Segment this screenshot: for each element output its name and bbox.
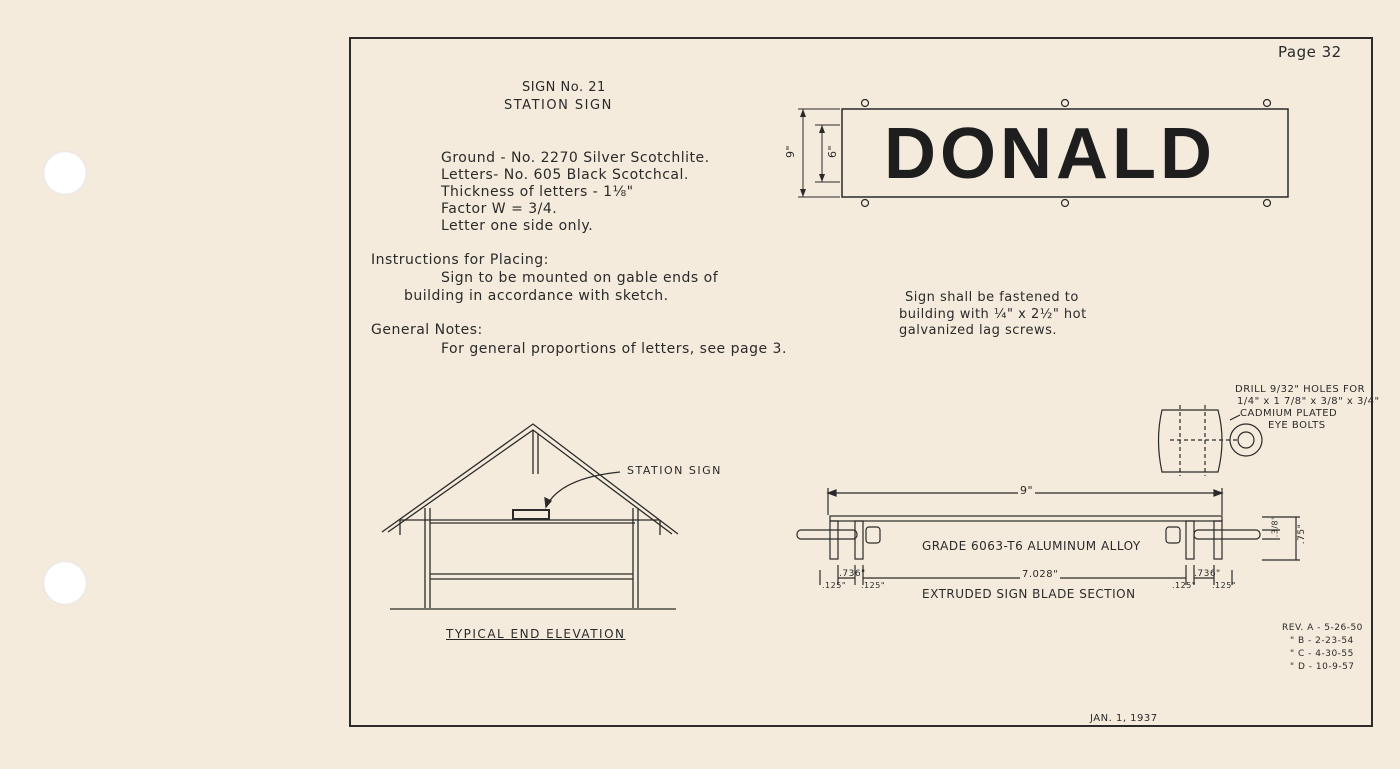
sign-lettering: DONALD [884,114,1216,194]
eye-bolt-detail [1159,405,1263,476]
revision-a: REV. A - 5-26-50 [1282,623,1363,633]
dim-125-c: .125" [1172,581,1196,590]
spec-thickness: Thickness of letters - 1⅛" [441,184,634,200]
revision-b: " B - 2-23-54 [1290,636,1354,646]
dim-125-b: .125" [861,581,885,590]
page-number: Page 32 [1278,43,1342,61]
sign-title: STATION SIGN [504,98,613,113]
spec-letters: Letters- No. 605 Black Scotchcal. [441,167,689,183]
sign-height-dim: 9" [784,144,798,159]
blade-material: GRADE 6063-T6 ALUMINUM ALLOY [922,539,1141,553]
fasten-line-2: building with ¼" x 2½" hot [899,307,1087,322]
dim-thickness: .3/8" [1270,515,1280,538]
placing-heading: Instructions for Placing: [371,252,549,268]
dim-right-736: .736" [1194,569,1221,579]
spec-ground: Ground - No. 2270 Silver Scotchlite. [441,150,710,166]
dim-height: .75" [1297,523,1308,545]
dim-left-736: .736" [839,569,866,579]
general-notes-line: For general proportions of letters, see page 3. [441,341,787,357]
revision-c: " C - 4-30-55 [1290,649,1354,659]
drill-line-1: DRILL 9/32" HOLES FOR [1235,384,1366,395]
dim-125-a: .125" [822,581,846,590]
drawing-date: JAN. 1, 1937 [1090,713,1158,724]
drill-line-4: EYE BOLTS [1268,420,1326,431]
elevation-caption: TYPICAL END ELEVATION [446,627,626,641]
drill-line-2: 1/4" x 1 7/8" x 3/8" x 3/4" [1237,396,1380,407]
fasten-line-1: Sign shall be fastened to [905,290,1079,305]
placing-line-1: Sign to be mounted on gable ends of [441,270,719,286]
drill-line-3: CADMIUM PLATED [1240,408,1338,419]
fasten-line-3: galvanized lag screws. [899,323,1058,338]
dim-center: 7.028" [1022,569,1059,580]
general-notes-heading: General Notes: [371,322,483,338]
revision-d: " D - 10-9-57 [1290,662,1355,672]
sign-number: SIGN No. 21 [522,80,606,95]
spec-letter-side: Letter one side only. [441,218,594,234]
spec-factor: Factor W = 3/4. [441,201,558,217]
letter-height-dim: 6" [826,144,840,159]
station-sign-callout: STATION SIGN [627,464,722,477]
end-elevation [382,424,678,609]
dim-125-d: .125" [1212,581,1236,590]
blade-width-label: 9" [1020,484,1034,497]
placing-line-2: building in accordance with sketch. [404,288,669,304]
blade-section-caption: EXTRUDED SIGN BLADE SECTION [922,587,1136,601]
